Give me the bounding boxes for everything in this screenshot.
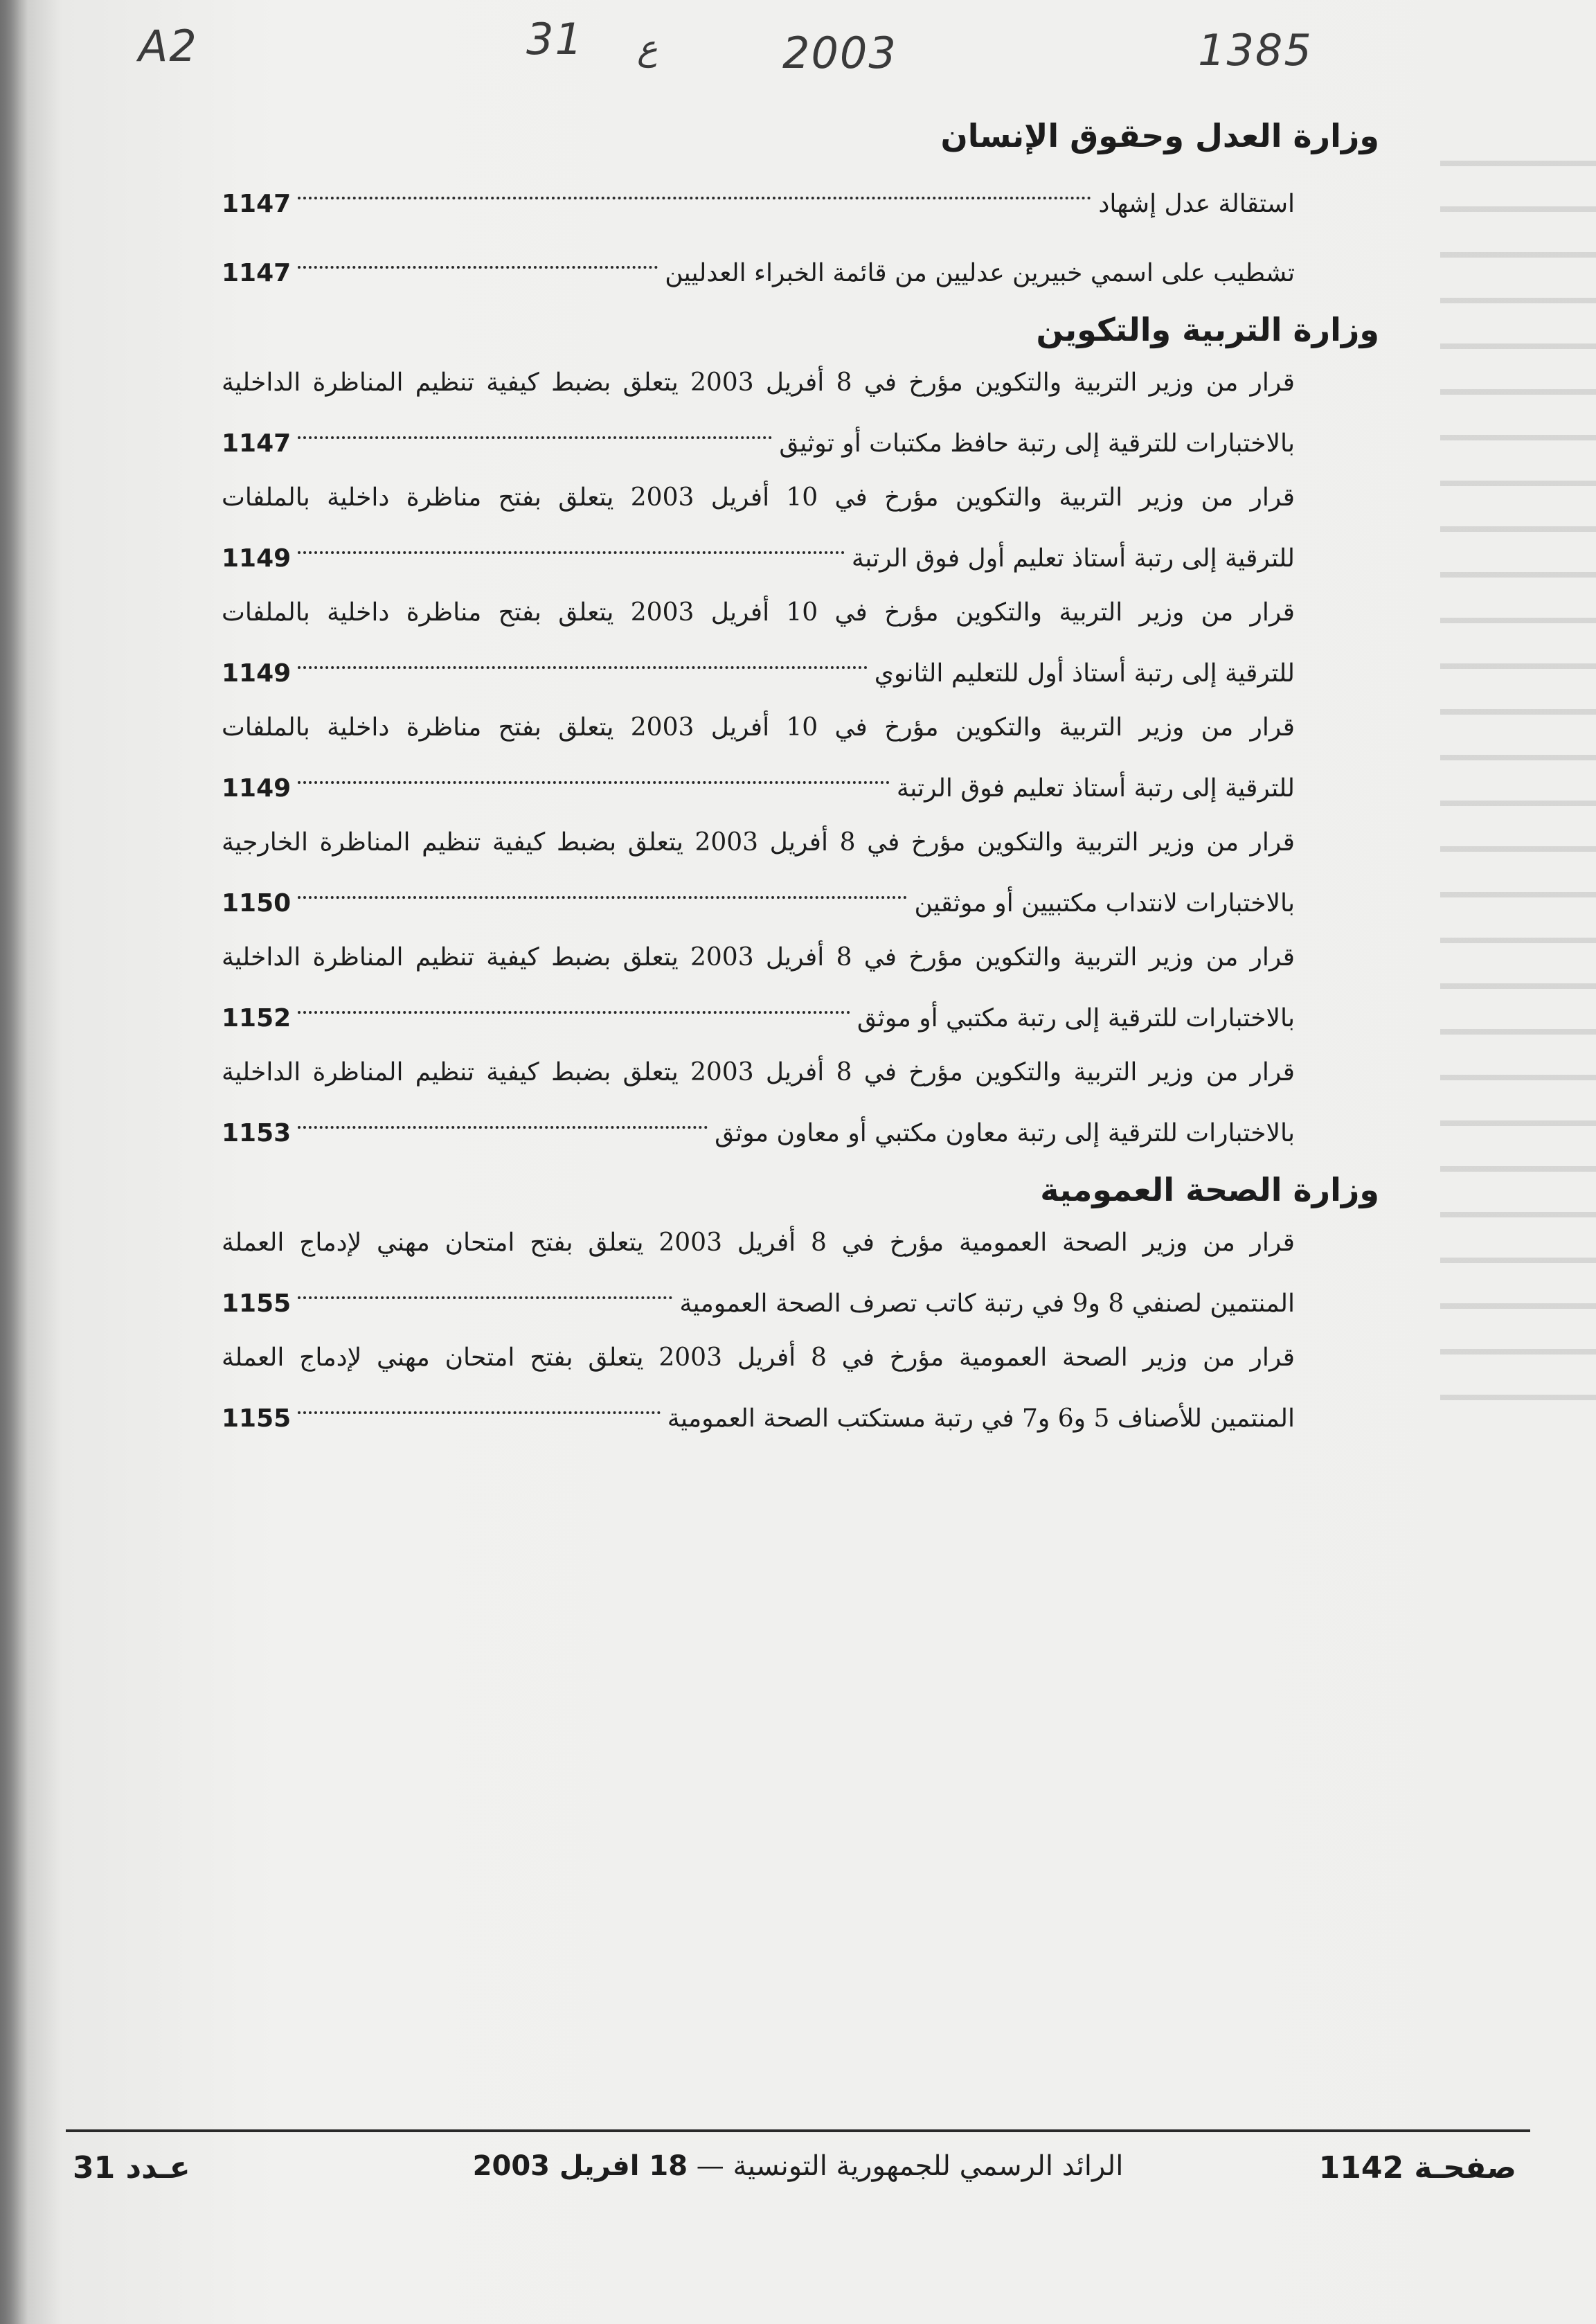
page-number: 1147 <box>222 190 292 218</box>
entry-text-line: قرار من وزير التربية والتكوين مؤرخ في 10 أفريل 2003 يتعلق بفتح مناظرة داخلية بالملفات <box>222 598 1295 627</box>
page-number: 1147 <box>222 259 292 287</box>
handwritten-note: ع <box>637 28 658 68</box>
page-number: 1149 <box>222 659 292 688</box>
toc-entry <box>222 1335 1385 1442</box>
page-number: 1149 <box>222 774 292 803</box>
entry-final-line <box>222 166 1295 227</box>
entry-final-line <box>222 406 1295 467</box>
dot-leader <box>298 1096 708 1141</box>
section-title: وزارة الصحة العمومية <box>1040 1171 1379 1208</box>
footer-publication <box>66 2150 1530 2182</box>
toc-entry <box>222 235 1385 296</box>
dot-leader <box>298 406 772 452</box>
entry-text: للترقية إلى رتبة أستاذ تعليم أول فوق الرتبة <box>851 544 1295 573</box>
page-number: 1147 <box>222 429 292 458</box>
entry-text: تشطيب على اسمي خبيرين عدليين من قائمة الخبراء العدليين <box>665 259 1295 287</box>
dot-leader <box>298 866 907 911</box>
entry-text-line: قرار من وزير التربية والتكوين مؤرخ في 8 أفريل 2003 يتعلق بضبط كيفية تنظيم المناظرة الخارجية <box>222 828 1295 857</box>
entry-text-line: قرار من وزير التربية والتكوين مؤرخ في 10 أفريل 2003 يتعلق بفتح مناظرة داخلية بالملفات <box>222 483 1295 512</box>
dot-leader <box>298 166 1091 212</box>
page-number: 1152 <box>222 1004 292 1033</box>
footer-publication-name: الرائد الرسمي للجمهورية التونسية — <box>688 2150 1124 2182</box>
toc-entry <box>222 935 1385 1042</box>
entry-text: المنتمين لصنفي 8 و9 في رتبة كاتب تصرف الصحة العمومية <box>679 1289 1295 1318</box>
section-title: وزارة التربية والتكوين <box>1036 311 1379 348</box>
entry-final-line <box>222 751 1295 812</box>
page-number: 1153 <box>222 1119 292 1147</box>
ministry-section <box>222 305 1385 1156</box>
entry-final-line <box>222 235 1295 296</box>
toc-entry <box>222 705 1385 812</box>
entry-text-line: قرار من وزير التربية والتكوين مؤرخ في 8 أفريل 2003 يتعلق بضبط كيفية تنظيم المناظرة الداخلية <box>222 1058 1295 1087</box>
dot-leader <box>298 981 850 1026</box>
handwritten-note: 31 <box>526 14 584 64</box>
handwritten-note: 2003 <box>782 28 897 78</box>
entry-text: المنتمين للأصناف 5 و6 و7 في رتبة مستكتب الصحة العمومية <box>667 1404 1295 1433</box>
toc-entry <box>222 590 1385 697</box>
entry-text: استقالة عدل إشهاد <box>1098 190 1295 218</box>
entry-text-line: قرار من وزير التربية والتكوين مؤرخ في 8 أفريل 2003 يتعلق بضبط كيفية تنظيم المناظرة الداخلية <box>222 943 1295 972</box>
footer-issue-number: عـدد 31 <box>73 2150 190 2186</box>
entry-text-line: قرار من وزير الصحة العمومية مؤرخ في 8 أفريل 2003 يتعلق بفتح امتحان مهني لإدماج العملة <box>222 1343 1295 1372</box>
entry-text-line: قرار من وزير التربية والتكوين مؤرخ في 8 أفريل 2003 يتعلق بضبط كيفية تنظيم المناظرة الداخلية <box>222 368 1295 397</box>
page-number: 1150 <box>222 889 292 918</box>
entry-text: بالاختبارات لانتداب مكتبيين أو موثقين <box>914 889 1295 918</box>
dot-leader <box>298 751 890 796</box>
toc-entry <box>222 820 1385 927</box>
entry-final-line <box>222 981 1295 1042</box>
entry-text: بالاختبارات للترقية إلى رتبة مكتبي أو موثق <box>857 1004 1295 1033</box>
footer-date: 18 افريل 2003 <box>472 2150 688 2182</box>
entry-text: للترقية إلى رتبة أستاذ تعليم فوق الرتبة <box>896 774 1295 803</box>
dot-leader <box>298 1266 672 1312</box>
entry-final-line <box>222 1266 1295 1327</box>
entry-text: بالاختبارات للترقية إلى رتبة معاون مكتبي أو معاون موثق <box>715 1119 1295 1147</box>
page-number: 1155 <box>222 1289 292 1318</box>
page-number: 1155 <box>222 1404 292 1433</box>
entry-final-line <box>222 636 1295 697</box>
handwritten-note: 1385 <box>1198 25 1313 75</box>
dot-leader <box>298 636 868 681</box>
toc-entry <box>222 360 1385 467</box>
entry-final-line <box>222 521 1295 582</box>
page-number: 1149 <box>222 544 292 573</box>
entry-text-line: قرار من وزير الصحة العمومية مؤرخ في 8 أفريل 2003 يتعلق بفتح امتحان مهني لإدماج العملة <box>222 1228 1295 1257</box>
footer-page-number: صفحـة 1142 <box>1318 2150 1516 2186</box>
dot-leader <box>298 521 845 566</box>
toc-entry <box>222 1220 1385 1327</box>
entry-text: للترقية إلى رتبة أستاذ أول للتعليم الثانوي <box>874 659 1295 688</box>
table-of-contents <box>222 111 1385 1450</box>
ministry-section <box>222 1165 1385 1442</box>
section-title: وزارة العدل وحقوق الإنسان <box>940 117 1379 154</box>
handwritten-note: A2 <box>138 21 198 71</box>
entry-final-line <box>222 1096 1295 1156</box>
toc-entry <box>222 1050 1385 1156</box>
entry-text: بالاختبارات للترقية إلى رتبة حافظ مكتبات أو توثيق <box>779 429 1295 458</box>
dot-leader <box>298 235 658 281</box>
entry-final-line <box>222 1381 1295 1442</box>
ministry-section <box>222 111 1385 296</box>
dot-leader <box>298 1381 660 1427</box>
toc-entry <box>222 475 1385 582</box>
toc-entry <box>222 166 1385 227</box>
entry-text-line: قرار من وزير التربية والتكوين مؤرخ في 10 أفريل 2003 يتعلق بفتح مناظرة داخلية بالملفات <box>222 713 1295 742</box>
page-footer <box>66 2129 1530 2201</box>
scan-edge-shadow <box>0 0 28 2324</box>
entry-final-line <box>222 866 1295 927</box>
bleed-through-text <box>1440 125 1596 1440</box>
